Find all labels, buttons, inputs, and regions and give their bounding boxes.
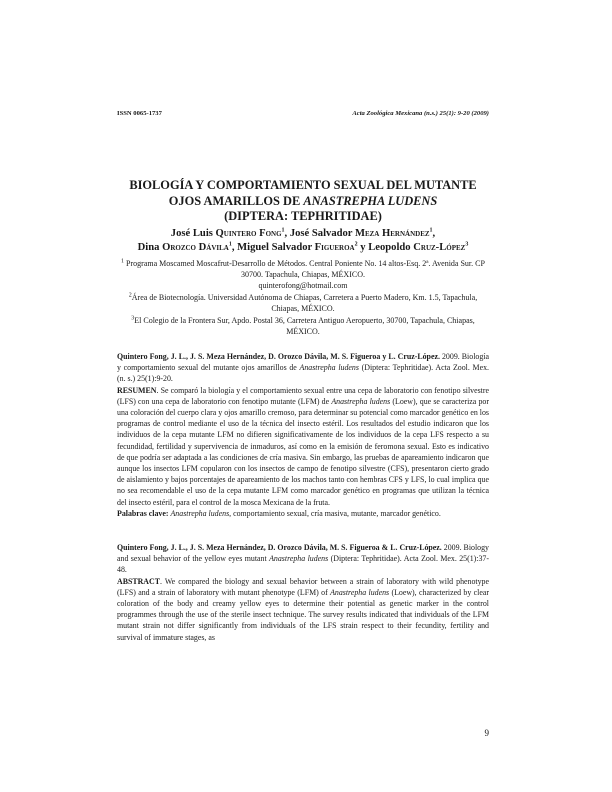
spanish-cite-rest-2: (Diptera: Tephritidae). Acta Zool. Mex. (n. s.) 25(1):9-20.	[117, 363, 489, 384]
affiliation-1	[117, 258, 489, 291]
author-3-last: Orozco Dávila	[162, 241, 229, 253]
title-species: ANASTREPHA LUDENS	[303, 193, 438, 208]
keywords-species: Anastrepha ludens	[170, 508, 230, 518]
author-2-first: José Salvador	[289, 228, 355, 239]
affiliation-3-text: El Colegio de la Frontera Sur, Apdo. Postal 36, Carretera Antiguo Aeropuerto, 30700, Tapachula, Chiapas, MÉXICO.	[134, 316, 475, 336]
english-cite-species: Anastrepha ludens	[269, 554, 329, 564]
author-4-last: Figueroa	[314, 241, 355, 253]
keywords-paragraph	[117, 508, 489, 519]
author-4-first: Miguel Salvador	[237, 241, 315, 253]
title-line-3: (DIPTERA: TEPHRITIDAE)	[224, 209, 382, 223]
author-line-2	[117, 241, 489, 255]
english-cite-rest-1: 2009. Biology and sexual behavior of the yellow eyes mutant	[117, 543, 489, 564]
abstract-paragraph	[117, 576, 489, 643]
author-5-first: Leopoldo	[368, 241, 414, 253]
abstract-text-1: . We compared the biology and sexual behavior between a strain of laboratory with wild phenotype (LFS) and a strain of laboratory with mutant phenotype (LFM) of	[117, 576, 489, 597]
affiliation-2	[117, 292, 489, 314]
english-citation	[117, 542, 489, 576]
journal-header: Acta Zoológica Mexicana (n.s.) 25(1): 9-20 (2009)	[352, 110, 489, 117]
author-1-sup: 1	[281, 227, 285, 234]
abstract-species: Anastrepha ludens	[330, 587, 390, 597]
page-number: 9	[484, 728, 489, 738]
author-sep-2: ,	[432, 228, 436, 239]
author-2-sup: 1	[429, 227, 433, 234]
issn-header: ISSN 0065-1737	[117, 110, 162, 117]
title-line-1: BIOLOGÍA Y COMPORTAMIENTO SEXUAL DEL MUTANTE	[129, 178, 477, 192]
author-4-sup: 2	[354, 240, 358, 247]
affiliation-2-sup: 2	[128, 292, 132, 299]
author-5-sup: 3	[465, 240, 469, 247]
keywords-rest: , comportamiento sexual, cría masiva, mutante, marcador genético.	[229, 508, 441, 518]
spanish-citation	[117, 351, 489, 385]
author-list	[117, 227, 489, 254]
spanish-cite-species: Anastrepha ludens	[299, 363, 359, 373]
resumen-species: Anastrepha ludens	[331, 396, 391, 406]
resumen-label: RESUMEN	[117, 385, 157, 395]
author-line-1	[117, 227, 489, 241]
affiliation-1-text: Programa Moscamed Moscafrut-Desarrollo de Métodos. Central Poniente No. 14 altos-Esq. 2ª. Avenida Sur. CP 30700. Tapachula, Chiapas, MÉXICO.	[126, 259, 485, 279]
title-line-2	[117, 194, 489, 210]
title-line-2-prefix: OJOS AMARILLOS DE	[168, 193, 304, 208]
author-3-sup: 1	[228, 240, 232, 247]
abstract-label: ABSTRACT	[117, 576, 160, 586]
spanish-abstract-block	[117, 351, 489, 519]
affiliation-3-sup: 3	[131, 315, 135, 322]
spanish-cite-authors: Quintero Fong, J. L., J. S. Meza Hernández, D. Orozco Dávila, M. S. Figueroa y L. Cruz-López.	[117, 352, 440, 361]
affiliation-1-email[interactable]: quinterofong@hotmail.com	[258, 281, 348, 290]
affiliation-1-sup: 1	[121, 258, 125, 265]
affiliation-3	[117, 315, 489, 337]
author-1-last: Quintero Fong	[215, 228, 282, 239]
resumen-text-2: (Loew), que se caracteriza por una coloración del cuerpo clara y ojos amarillo cremoso, para determinar su potencial como marcador genético en los programas de control mediante el uso de la técnica del insecto estéril. Los resultados del estudio indicaron que los individuos de la cepa mutante LFM no difieren significativamente de los individuos de la cepa LFS respecto a su fecundidad, fertilidad y supervivencia de inmaduros, así como en la emisión de feromona sexual. Esto es indicativo de que podría ser adaptada a las condiciones de cría masiva. Sin embargo, las pruebas de apareamiento indicaron que aunque los insectos LFM copularon con los insectos de campo de fenotipo silvestre (CFS), presentaron cierto grado de aislamiento y bajos porcentajes de apareamiento de los machos tanto con hembras CFS y LFS, lo cual implica que no sea recomendable el uso de la cepa mutante LFM como marcador genético en programas que utilizan la técnica del insecto estéril, para el control de la mosca Mexicana de la fruta.	[117, 396, 489, 507]
english-cite-authors: Quintero Fong, J. L., J. S. Meza Hernández, D. Orozco Dávila, M. S. Figueroa & L. Cruz-López.	[117, 543, 442, 552]
author-3-first: Dina	[137, 241, 163, 253]
author-2-last: Meza Hernández	[354, 228, 430, 239]
author-5-last: Cruz-López	[413, 241, 466, 253]
author-1-first: José Luis	[170, 228, 216, 239]
article-title	[117, 178, 489, 225]
english-cite-rest-2: (Diptera: Tephritidae). Acta Zool. Mex. 25(1):37-48.	[117, 554, 490, 575]
resumen-text-1: . Se comparó la biología y el comportamiento sexual entre una cepa de laboratorio con fenotipo silvestre (LFS) con una cepa de laboratorio con fenotipo mutante (LFM) de	[117, 385, 489, 406]
author-sep-1: ,	[284, 228, 290, 239]
affiliation-2-text: Área de Biotecnología. Universidad Autónoma de Chiapas, Carretera a Puerto Madero, Km. 1.5, Tapachula, Chiapas, MÉXICO.	[131, 293, 478, 313]
spanish-cite-rest-1: 2009. Biología y comportamiento sexual del mutante ojos amarillos de	[117, 352, 489, 373]
author-sep-4: y	[357, 241, 369, 253]
english-abstract-block	[117, 542, 489, 643]
keywords-label: Palabras clave:	[117, 508, 169, 518]
author-sep-3: ,	[231, 241, 238, 253]
resumen-paragraph	[117, 385, 489, 508]
affiliations	[117, 258, 489, 338]
abstract-text-2: (Loew), characterized by clear coloration of the body and creamy yellow eyes to determine their potential as genetic marker in the control programmes through the use of the sterile insect technique. The survey results indicated that individuals of the LFM mutant strain not differ significantly from individuals of the LFS strain respect to their fecundity, fertility and survival of immature stages, as	[117, 587, 489, 642]
